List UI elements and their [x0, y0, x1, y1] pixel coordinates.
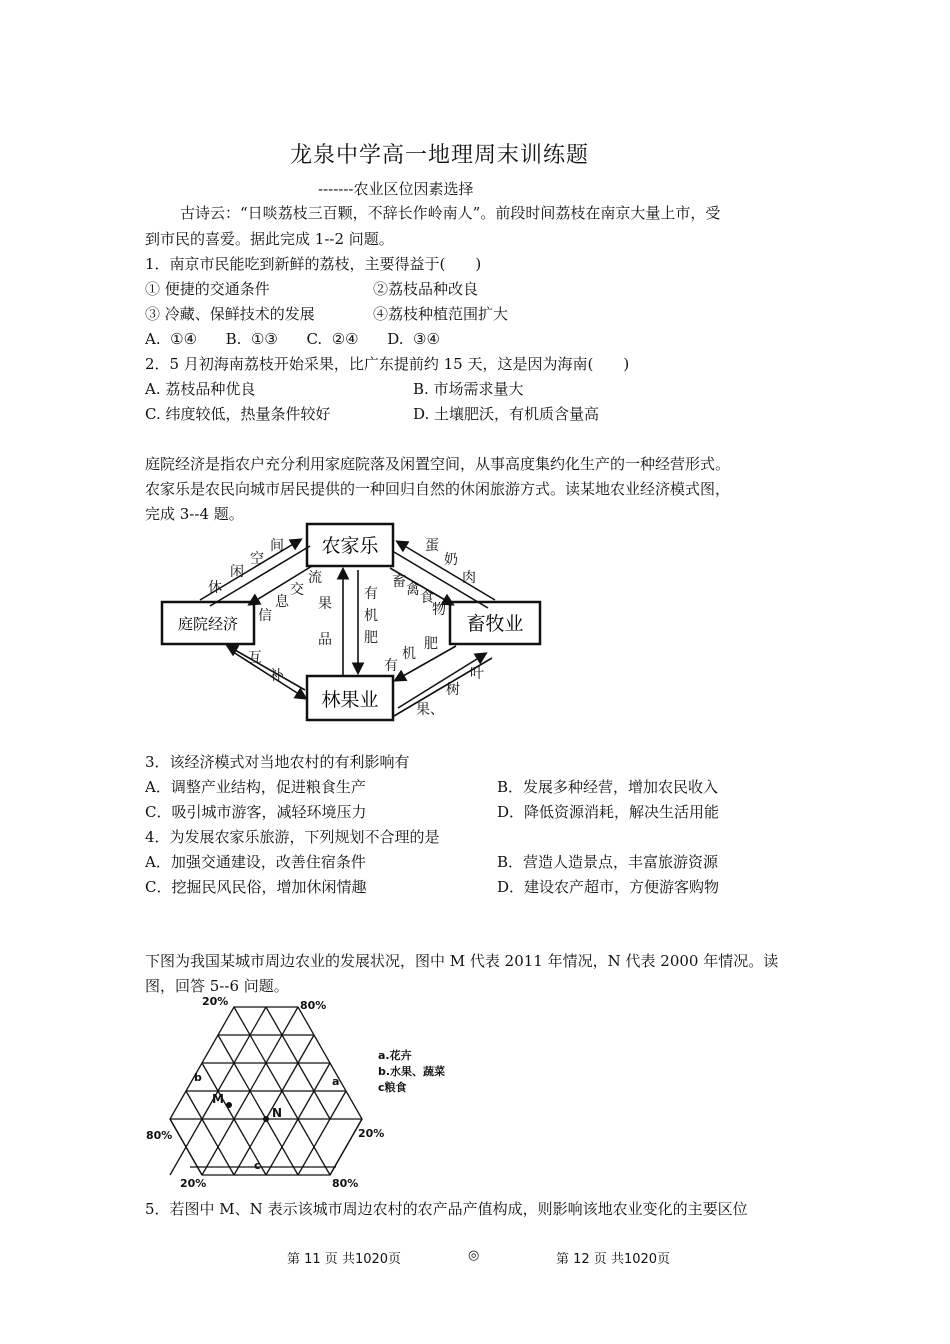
q3-option-c: C．吸引城市游客，减轻环境压力	[145, 803, 367, 821]
label-you: 有	[364, 586, 378, 602]
label-jian: 间	[270, 538, 284, 554]
label-shi: 食	[420, 590, 434, 606]
q4-option-b: B．营造人造景点，丰富旅游资源	[497, 853, 719, 871]
label-chu: 畜	[392, 574, 406, 590]
label-fei: 肥	[364, 630, 378, 646]
q4-stem: 4．为发展农家乐旅游，下列规划不合理的是	[145, 828, 440, 846]
label-xi: 息	[275, 594, 289, 610]
triangle-grid	[170, 1007, 362, 1175]
footer-page-right: 第 12 页 共1020页	[556, 1252, 671, 1267]
point-m-dot	[226, 1102, 232, 1108]
label-guo: 果	[318, 596, 332, 612]
label-dan: 蛋	[425, 538, 439, 554]
label-qin: 禽	[406, 582, 420, 598]
axis-a-label: a	[332, 1075, 340, 1088]
label-ye: 叶	[470, 666, 484, 682]
triangle-diagram	[140, 995, 470, 1190]
pct-right: 20%	[358, 1127, 385, 1140]
label-xin: 信	[258, 608, 272, 624]
footer-separator: ◎	[468, 1248, 480, 1263]
q1-options: A. ①④ B. ①③ C. ②④ D. ③④	[145, 330, 440, 348]
box-xumuye: 畜牧业	[466, 613, 524, 635]
intro1-line1: 古诗云：“日啖荔枝三百颗，不辞长作岭南人”。前段时间荔枝在南京大量上市，受	[180, 204, 721, 222]
label-xiu: 休	[208, 580, 222, 596]
intro2-line1: 庭院经济是指农户充分利用家庭院落及闲置空间，从事高度集约化生产的一种经营形式。	[145, 455, 731, 473]
axis-b-label: b	[194, 1071, 202, 1084]
label-shu: 树	[446, 682, 460, 698]
pct-left: 80%	[146, 1129, 173, 1142]
q1-item3: ③ 冷藏、保鲜技术的发展	[145, 305, 315, 323]
agri-economy-diagram	[140, 520, 560, 730]
intro1-line2: 到市民的喜爱。据此完成 1--2 问题。	[145, 230, 394, 248]
box-linguoye: 林果业	[321, 689, 379, 711]
q2-option-b: B. 市场需求量大	[413, 380, 524, 398]
label-rou: 肉	[462, 570, 476, 586]
q1-item2: ②荔枝品种改良	[373, 280, 479, 298]
label-liu: 流	[308, 570, 322, 586]
q3-option-a: A．调整产业结构，促进粮食生产	[145, 778, 366, 796]
label-hu: 互	[248, 650, 262, 666]
label-guo2: 果、	[416, 702, 444, 718]
point-m-label: M	[212, 1092, 224, 1106]
q2-option-a: A. 荔枝品种优良	[145, 380, 256, 398]
label-ji: 机	[364, 608, 378, 624]
pct-top-right: 80%	[300, 999, 327, 1012]
q1-stem: 1．南京市民能吃到新鲜的荔枝，主要得益于( )	[145, 255, 482, 273]
axis-c-label: c	[254, 1159, 261, 1172]
point-n-label: N	[272, 1106, 283, 1120]
q4-option-d: D．建设农产超市，方便游客购物	[497, 878, 720, 896]
pct-top-left: 20%	[202, 995, 229, 1008]
pct-bottom-left: 20%	[180, 1177, 207, 1190]
label-kong: 空	[250, 551, 264, 567]
intro2-line2: 农家乐是农民向城市居民提供的一种回归自然的休闲旅游方式。读某地农业经济模式图，	[145, 480, 731, 498]
page-title: 龙泉中学高一地理周末训练题	[290, 143, 590, 168]
label-nai: 奶	[444, 552, 458, 568]
footer-page-left: 第 11 页 共1020页	[287, 1252, 402, 1267]
label-jiao: 交	[290, 582, 304, 598]
label-xian: 闲	[230, 564, 244, 580]
q4-option-c: C．挖掘民风民俗，增加休闲情趣	[145, 878, 367, 896]
label-fei2: 肥	[424, 636, 438, 652]
legend-a: a.花卉	[378, 1049, 412, 1062]
q1-item1: ① 便捷的交通条件	[145, 280, 270, 298]
legend-b: b.水果、蔬菜	[378, 1065, 446, 1078]
label-pin: 品	[318, 632, 332, 648]
label-you2: 有	[384, 658, 398, 674]
q2-option-d: D. 土壤肥沃，有机质含量高	[413, 405, 600, 423]
intro2-line3: 完成 3--4 题。	[145, 505, 244, 523]
q3-option-d: D．降低资源消耗，解决生活用能	[497, 803, 720, 821]
page-subtitle: -------农业区位因素选择	[318, 180, 474, 198]
label-ji2: 机	[402, 646, 416, 662]
q3-stem: 3．该经济模式对当地农村的有利影响有	[145, 753, 410, 771]
legend-c: c粮食	[378, 1081, 407, 1094]
intro3-line2: 图，回答 5--6 问题。	[145, 977, 289, 995]
q5-stem: 5．若图中 M、N 表示该城市周边农村的农产品产值构成，则影响该地农业变化的主要区位	[145, 1200, 748, 1218]
intro3-line1: 下图为我国某城市周边农业的发展状况，图中 M 代表 2011 年情况，N 代表 2000 年情况。读	[145, 952, 779, 970]
box-nongjiale: 农家乐	[321, 535, 379, 557]
q2-stem: 2．5 月初海南荔枝开始采果，比广东提前约 15 天，这是因为海南( )	[145, 355, 630, 373]
point-n-dot	[263, 1116, 269, 1122]
q4-option-a: A．加强交通建设，改善住宿条件	[145, 853, 366, 871]
pct-bottom-right: 80%	[332, 1177, 359, 1190]
label-wu: 物	[432, 602, 446, 618]
q1-item4: ④荔枝种植范围扩大	[373, 305, 509, 323]
label-bu: 补	[270, 668, 284, 684]
q3-option-b: B．发展多种经营，增加农民收入	[497, 778, 719, 796]
q2-option-c: C. 纬度较低，热量条件较好	[145, 405, 331, 423]
box-tingyuan: 庭院经济	[177, 615, 239, 633]
